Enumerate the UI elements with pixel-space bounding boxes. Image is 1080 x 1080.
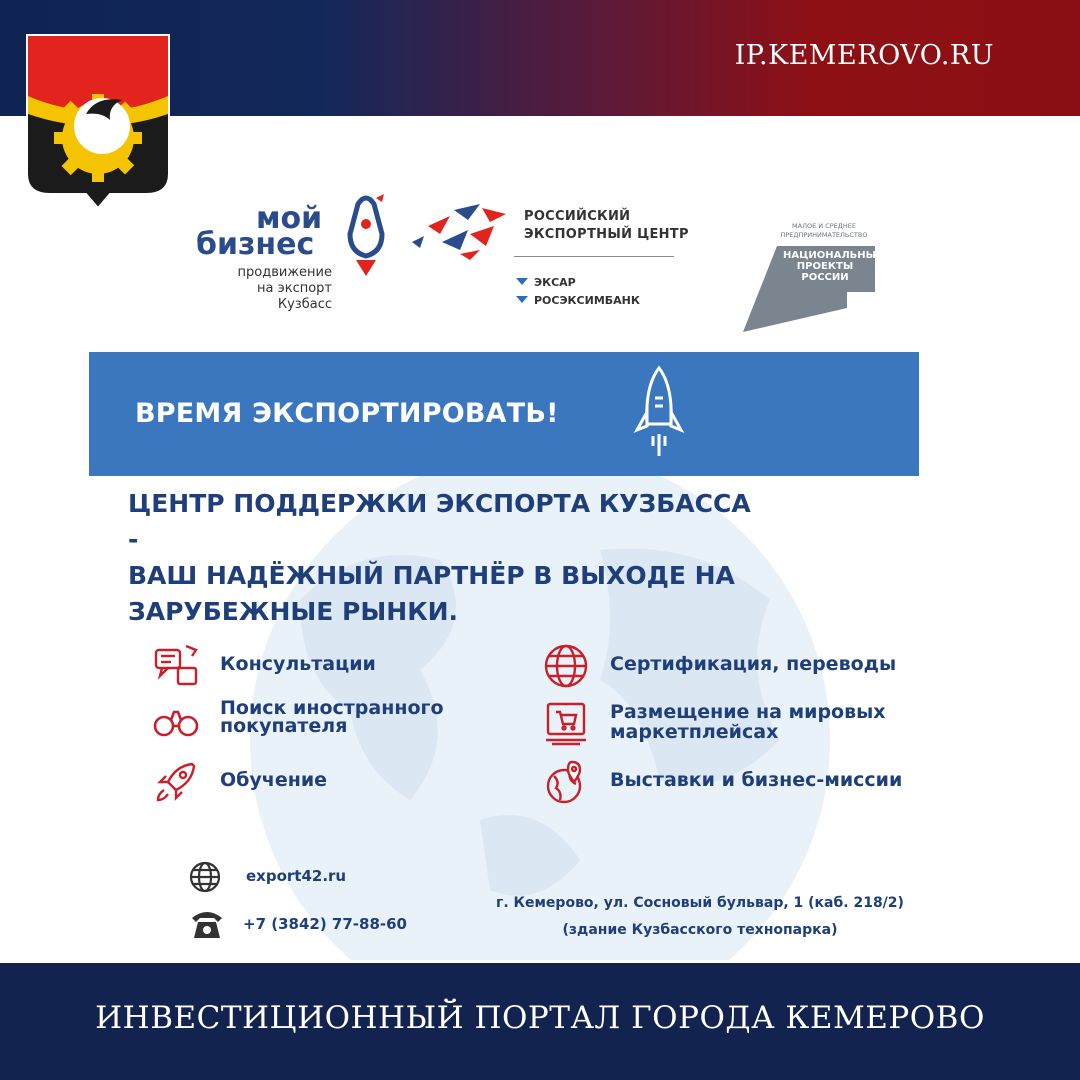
rec-name bbox=[524, 208, 689, 244]
address: г. Кемерово, ул. Сосновый бульвар, 1 (каб. 218/2) bbox=[496, 895, 904, 911]
phone-icon bbox=[190, 906, 224, 940]
rec-divider bbox=[514, 256, 674, 257]
rec-name-line-1: РОССИЙСКИЙ bbox=[524, 209, 631, 224]
headline-line-1: ЦЕНТР ПОДДЕРЖКИ ЭКСПОРТА КУЗБАССА - bbox=[128, 489, 751, 554]
logo-sub-3: Кузбасс bbox=[277, 297, 332, 312]
logo-word-1: мой bbox=[256, 201, 323, 236]
address-note: (здание Кузбасского технопарка) bbox=[562, 922, 838, 938]
service-marketplaces bbox=[542, 700, 932, 750]
np-main-line-1: НАЦИОНАЛЬНЫЕ bbox=[783, 250, 883, 261]
triangle-icon bbox=[516, 278, 528, 285]
exiar-text: ЭКСАР bbox=[534, 276, 576, 289]
website-link[interactable]: export42.ru bbox=[246, 867, 347, 885]
binoculars-icon bbox=[152, 698, 200, 746]
np-main-line-2: ПРОЕКТЫ bbox=[796, 261, 854, 272]
banner-title: ВРЕМЯ ЭКСПОРТИРОВАТЬ! bbox=[135, 398, 559, 429]
globe-icon bbox=[542, 642, 590, 690]
np-top-text bbox=[769, 222, 879, 240]
np-main-text bbox=[783, 250, 883, 283]
service-certification bbox=[542, 642, 932, 692]
consult-icon bbox=[152, 642, 200, 690]
coat-of-arms-icon bbox=[26, 34, 170, 210]
headline-line-2: ВАШ НАДЁЖНЫЙ ПАРТНЁР В ВЫХОДЕ НА bbox=[128, 561, 735, 590]
rec-emblem-icon bbox=[410, 200, 514, 260]
np-top-line-1: МАЛОЕ И СРЕДНЕЕ bbox=[792, 222, 856, 230]
service-label: Сертификация, переводы bbox=[610, 653, 897, 675]
service-label-line-2: маркетплейсах bbox=[610, 721, 779, 743]
eximbank-label bbox=[516, 294, 640, 308]
rocket-icon bbox=[629, 364, 689, 468]
service-label: Обучение bbox=[220, 769, 328, 791]
rec-logo bbox=[410, 196, 690, 316]
headline bbox=[128, 486, 768, 630]
site-url[interactable]: IP.KEMEROVO.RU bbox=[734, 40, 994, 71]
service-exhibitions bbox=[542, 758, 932, 808]
service-training bbox=[152, 758, 532, 808]
np-top-line-2: ПРЕДПРИНИМАТЕЛЬСТВО bbox=[780, 231, 868, 239]
service-label-line-1: Поиск иностранного bbox=[220, 697, 444, 719]
service-label: Выставки и бизнес-миссии bbox=[610, 769, 903, 791]
logo-sub-1: продвижение bbox=[237, 265, 332, 280]
moy-biznes-logo bbox=[196, 200, 406, 315]
logo-sub-2: на экспорт bbox=[256, 281, 332, 296]
export-banner bbox=[89, 352, 919, 476]
rec-name-line-2: ЭКСПОРТНЫЙ ЦЕНТР bbox=[524, 227, 689, 242]
footer-title: ИНВЕСТИЦИОННЫЙ ПОРТАЛ ГОРОДА КЕМЕРОВО bbox=[95, 1000, 985, 1036]
service-label: Консультации bbox=[220, 653, 376, 675]
globe-pin-icon bbox=[542, 758, 590, 806]
logo-word-2: бизнес bbox=[196, 227, 315, 262]
np-main-line-3: РОССИИ bbox=[801, 272, 849, 283]
phone-number[interactable]: +7 (3842) 77-88-60 bbox=[243, 915, 407, 933]
eximbank-text: РОСЭКСИМБАНК bbox=[534, 294, 640, 307]
rocket-launch-icon bbox=[152, 758, 200, 806]
website-globe-icon bbox=[188, 860, 222, 894]
triangle-icon bbox=[516, 296, 528, 303]
national-projects-logo bbox=[743, 222, 893, 332]
service-label-line-1: Размещение на мировых bbox=[610, 701, 886, 723]
headline-line-3: ЗАРУБЕЖНЫЕ РЫНКИ. bbox=[128, 597, 459, 626]
exiar-label bbox=[516, 276, 576, 290]
service-consultations bbox=[152, 642, 532, 692]
service-buyer-search bbox=[152, 698, 532, 748]
service-label-line-2: покупателя bbox=[220, 715, 348, 737]
marketplace-icon bbox=[542, 700, 590, 748]
rocket-pin-icon bbox=[340, 194, 392, 278]
